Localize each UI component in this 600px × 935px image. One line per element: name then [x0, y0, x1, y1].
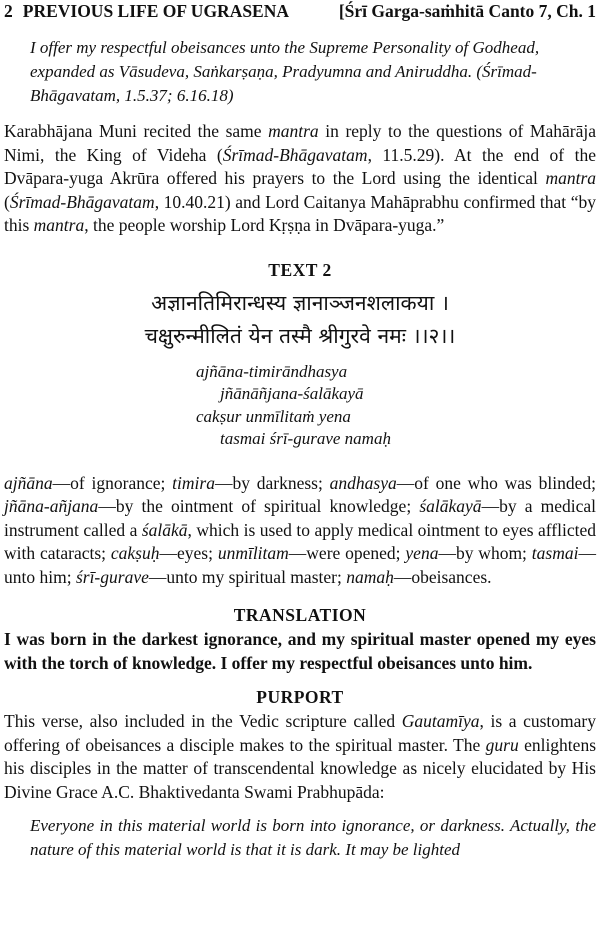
text-heading: TEXT 2 — [268, 259, 332, 280]
translation-heading: TRANSLATION — [233, 605, 367, 625]
page-number: 2 — [4, 1, 13, 21]
book-reference: [Śrī Garga-saṁhitā Canto 7, Ch. 1 — [338, 1, 596, 21]
purport-heading: PURPORT — [256, 687, 344, 707]
transliteration-line: tasmai śrī-gurave namaḥ — [220, 429, 391, 448]
transliteration-line: cakṣur unmīlitaṁ yena — [196, 406, 351, 426]
translation-text: I was born in the darkest ignorance, and my spiritual master opened my eyes with the torch of knowledge. I offer my respectful obeisances unto him. — [4, 629, 596, 673]
chapter-title: PREVIOUS LIFE OF UGRASENA — [22, 1, 290, 21]
purport-text: This verse, also included in the Vedic scripture called Gautamīya, is a customary offering of obeisances a disciple makes to the spiritual master. The guru enlightens his disciples in the matter of transcendental knowledge as nicely elucidated by His Divine Grace A.C. Bhaktivedanta Swami Prabhupāda: — [4, 711, 596, 802]
transliteration — [4, 361, 596, 451]
closing-quote: Everyone in this material world is born into ignorance, or darkness. Actually, the nature of this material world is that it is dark. It may be lighted — [30, 816, 596, 859]
opening-quote: I offer my respectful obeisances unto the Supreme Personality of Godhead, expanded as Vāsudeva, Saṅkarṣaṇa, Pradyumna and Aniruddha. (Śrīmad-Bhāgavatam, 1.5.37; 6.16.18) — [30, 38, 540, 105]
transliteration-line: jñānāñjana-śalākayā — [220, 384, 364, 403]
devanagari-line-1: अज्ञानतिमिरान्धस्य ज्ञानाञ्जनशलाकया । — [151, 290, 449, 315]
running-header — [4, 0, 596, 27]
devanagari-line-2: चक्षुरुन्मीलितं येन तस्मै श्रीगुरवे नमः ।।२।। — [144, 323, 456, 348]
transliteration-line: ajñāna-timirāndhasya — [196, 361, 348, 381]
paragraph-karabhajana: Karabhājana Muni recited the same mantra in reply to the questions of Mahārāja Nimi, the King of Videha (Śrīmad-Bhāgavatam, 11.5.29). At the end of the Dvāpara-yuga Akrūra offered his prayers to the Lord using the identical mantra (Śrīmad-Bhāgavatam, 10.40.21) and Lord Caitanya Mahāprabhu confirmed that “by this mantra, the people worship Lord Kṛṣṇa in Dvāpara-yuga.” — [4, 121, 596, 235]
synonyms: ajñāna—of ignorance; timira—by darkness; andhasya—of one who was blinded; jñāna-añjana—by the ointment of spiritual knowledge; śalākayā—by a medical instrument called a śalākā, which is used to apply medical ointment to eyes afflicted with cataracts; cakṣuḥ—eyes; unmīlitam—were opened; yena—by whom; tasmai—unto him; śrī-gurave—unto my spiritual master; namaḥ—obeisances. — [4, 472, 597, 587]
